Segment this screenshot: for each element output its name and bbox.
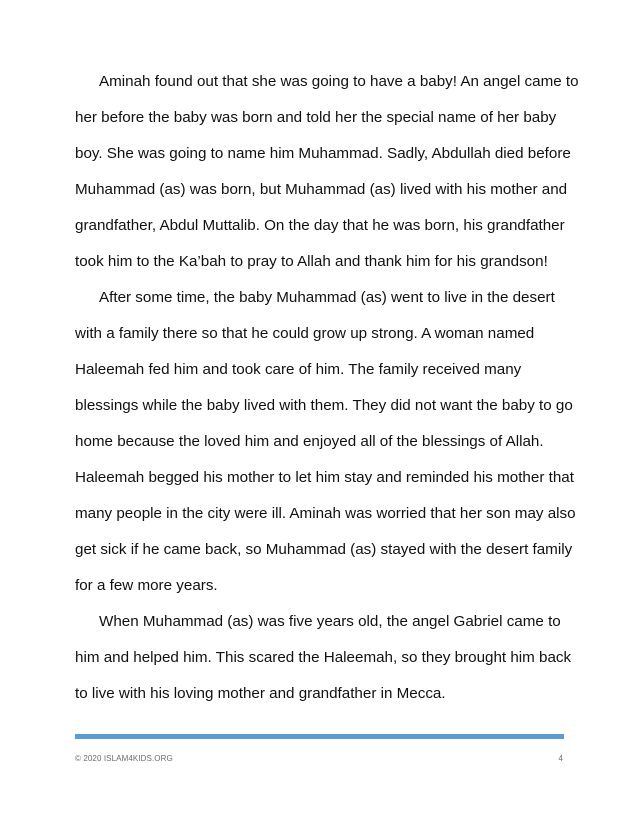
text-line: Muhammad (as) was born, but Muhammad (as) lived with his mother and (75, 181, 568, 198)
text-line: grandfather, Abdul Muttalib. On the day that he was born, his grandfather (75, 217, 565, 234)
text-line: many people in the city were ill. Aminah was worried that her son may also (75, 505, 576, 522)
text-line: for a few more years. (75, 577, 218, 594)
text-line: Aminah found out that she was going to have a baby! An angel came to (99, 73, 579, 90)
paragraph-2 (75, 280, 576, 604)
text-line: with a family there so that he could grow up strong. A woman named (75, 325, 535, 342)
paragraph-3 (75, 604, 572, 712)
footer-divider (75, 734, 564, 739)
text-line: After some time, the baby Muhammad (as) went to live in the desert (99, 289, 555, 306)
text-line: Haleemah fed him and took care of him. The family received many (75, 361, 522, 378)
text-line: took him to the Ka’bah to pray to Allah and thank him for his grandson! (75, 253, 548, 270)
text-line: to live with his loving mother and grandfather in Mecca. (75, 685, 446, 702)
paragraph-1 (75, 64, 579, 280)
text-line: get sick if he came back, so Muhammad (as) stayed with the desert family (75, 541, 573, 558)
text-line: her before the baby was born and told her the special name of her baby (75, 109, 557, 126)
text-line: boy. She was going to name him Muhammad. Sadly, Abdullah died before (75, 145, 571, 162)
body-text (75, 64, 579, 712)
text-line: blessings while the baby lived with them. They did not want the baby to go (75, 397, 573, 414)
page-number: 4 (558, 754, 563, 763)
text-line: Haleemah begged his mother to let him stay and reminded his mother that (75, 469, 574, 486)
footer-copyright: © 2020 ISLAM4KIDS.ORG (75, 754, 173, 763)
text-line: him and helped him. This scared the Haleemah, so they brought him back (75, 649, 572, 666)
text-line: When Muhammad (as) was five years old, the angel Gabriel came to (99, 613, 561, 630)
text-line: home because the loved him and enjoyed all of the blessings of Allah. (75, 433, 544, 450)
